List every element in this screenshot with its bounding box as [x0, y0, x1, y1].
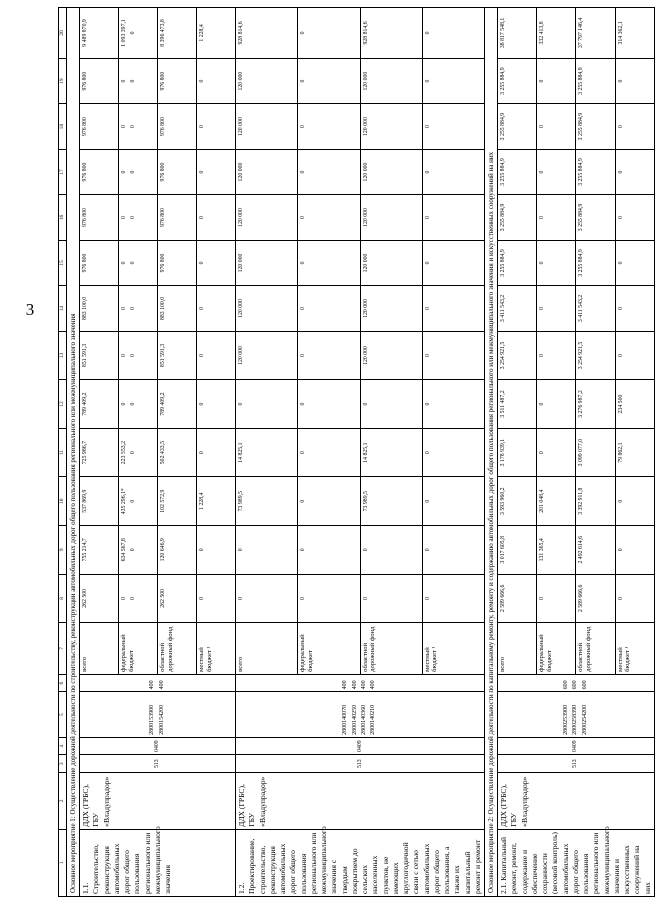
value-cell: 79 862,1	[615, 428, 654, 477]
value-cell: 2 492 614,6	[576, 525, 615, 574]
value-cell: 634 567,8 0	[119, 525, 158, 574]
value-cell: 2 589 666,6	[498, 574, 537, 623]
value-cell: 0	[197, 104, 236, 149]
value-cell: 0	[298, 477, 360, 526]
item-name: 1.2. Проектирование, строительство, реконструкция автомобильных дорог общего пользования регионального или межмуниципального значения с твердым покрытием до сельских населенных пунктов, не имеющих круглогодичной связи с сетью автомобильных дорог общего пользования, а также их капитальный ремонт и ремонт	[236, 829, 485, 896]
value-cell: 976 800	[80, 240, 119, 285]
value-cell: 120 000	[236, 104, 298, 149]
value-cell: 3 593 960,2	[498, 477, 537, 526]
vr-codes	[80, 674, 236, 692]
source-name: местный бюджет ¹	[422, 623, 484, 675]
value-cell: 0	[236, 380, 298, 429]
value-cell: 0	[615, 58, 654, 103]
value-cell: 8 396 473,8	[158, 8, 197, 59]
responsible: ДДХ (ГРБС), ГБУ «Владупрадор»	[236, 772, 485, 829]
value-cell: 0	[615, 286, 654, 331]
value-cell: 537 869,9	[80, 477, 119, 526]
value-cell: 0	[197, 195, 236, 240]
value-cell: 0 0	[119, 104, 158, 149]
value-cell: 0 0	[119, 195, 158, 240]
value-cell: 883 100,0	[80, 286, 119, 331]
value-cell: 0	[197, 331, 236, 380]
column-number: 2	[59, 772, 67, 829]
value-cell: 3 255 884,9	[576, 195, 615, 240]
value-cell: 120 000	[236, 195, 298, 240]
value-cell: 976 800	[158, 240, 197, 285]
value-cell: 0	[537, 574, 576, 623]
value-cell: 1 228,4	[197, 8, 236, 59]
value-cell: 3 255 884,9	[576, 240, 615, 285]
column-number-row	[59, 8, 67, 897]
value-cell: 0	[422, 104, 484, 149]
column-number: 11	[59, 428, 67, 477]
value-cell: 0	[298, 525, 360, 574]
value-cell: 37 797 146,4	[576, 8, 615, 59]
value-cell: 120 000	[360, 149, 422, 194]
value-cell: 102 572,9	[158, 477, 197, 526]
value-cell: 3 255 884,9	[576, 104, 615, 149]
vr-codes	[498, 674, 655, 692]
page-number: 3	[25, 300, 35, 319]
value-cell: 0	[298, 428, 360, 477]
budget-table	[58, 7, 655, 897]
csr-value: 2800140070 2800140250 2800140360 2800140210	[342, 704, 377, 735]
column-number: 12	[59, 380, 67, 429]
value-cell: 0	[298, 380, 360, 429]
value-cell: 0	[615, 195, 654, 240]
value-cell: 0	[537, 240, 576, 285]
value-cell: 0	[422, 8, 484, 59]
vr-codes	[236, 674, 485, 692]
source-name: всего	[498, 623, 537, 675]
column-number: 17	[59, 149, 67, 194]
value-cell: 0	[422, 380, 484, 429]
value-cell: 0	[298, 574, 360, 623]
column-number: 7	[59, 623, 67, 675]
value-cell: 73 989,5	[360, 477, 422, 526]
value-cell: 2 589 666,6	[576, 574, 615, 623]
value-cell: 0	[615, 149, 654, 194]
value-cell: 976 800	[80, 195, 119, 240]
column-number: 16	[59, 195, 67, 240]
column-number: 15	[59, 240, 67, 285]
value-cell: 0	[197, 380, 236, 429]
value-cell: 0	[298, 149, 360, 194]
value-cell: 3 255 884,9	[498, 195, 537, 240]
column-number: 9	[59, 525, 67, 574]
value-cell: 0	[615, 477, 654, 526]
value-cell: 3 255 884,9	[498, 58, 537, 103]
column-number: 20	[59, 8, 67, 59]
value-cell: 976 800	[80, 149, 119, 194]
column-number: 18	[59, 104, 67, 149]
value-cell: 0	[298, 195, 360, 240]
column-number: 8	[59, 574, 67, 623]
section-title: Основное мероприятие 1: Осуществление дорожной деятельности по строительству, реконструкции автомобильных дорог общего пользования регионального или межмуниципального значения	[67, 8, 80, 897]
grbs-value: 513	[154, 759, 161, 769]
source-name: федеральный бюджет	[537, 623, 576, 675]
value-cell: 928 814,6	[360, 8, 422, 59]
value-cell: 223 553,2 0	[119, 428, 158, 477]
value-cell: 262 500	[80, 574, 119, 623]
source-name: местный бюджет ¹	[615, 623, 654, 675]
value-cell: 0	[422, 331, 484, 380]
rz-value: 0409	[356, 740, 363, 752]
value-cell: 976 800	[80, 104, 119, 149]
value-cell: 3 255 884,9	[498, 149, 537, 194]
value-cell: 3 255 884,9	[498, 104, 537, 149]
value-cell: 0	[537, 104, 576, 149]
value-cell: 234 500	[615, 380, 654, 429]
value-cell: 0	[197, 286, 236, 331]
rz-code	[80, 737, 236, 755]
value-cell: 789 409,2	[80, 380, 119, 429]
source-name: областной дорожный фонд	[360, 623, 422, 675]
value-cell: 73 989,5	[236, 477, 298, 526]
value-cell: 0	[537, 286, 576, 331]
value-cell: 502 433,5	[158, 428, 197, 477]
value-cell: 120 000	[360, 286, 422, 331]
value-cell: 0	[197, 149, 236, 194]
value-cell: 0	[537, 58, 576, 103]
rz-value: 0409	[572, 740, 579, 752]
value-cell: 120 000	[236, 286, 298, 331]
grbs-code	[236, 755, 485, 773]
csr-value: 2800153900 2800154200	[149, 704, 165, 735]
value-cell: 0 0	[119, 58, 158, 103]
value-cell: 0	[422, 286, 484, 331]
value-cell: 262 500	[158, 574, 197, 623]
value-cell: 120 000	[360, 104, 422, 149]
value-cell: 0	[236, 525, 298, 574]
column-number: 3	[59, 755, 67, 773]
value-cell: 976 800	[158, 104, 197, 149]
value-cell: 0	[197, 58, 236, 103]
value-cell: 120 000	[360, 331, 422, 380]
value-cell: 120 000	[236, 240, 298, 285]
value-cell: 0	[422, 574, 484, 623]
value-cell: 3 392 911,8	[576, 477, 615, 526]
value-cell: 3 411 543,2	[576, 286, 615, 331]
value-cell: 131 365,4	[537, 525, 576, 574]
value-cell: 0 0	[119, 331, 158, 380]
column-number: 19	[59, 58, 67, 103]
value-cell: 0	[422, 149, 484, 194]
csr-codes	[498, 692, 655, 737]
value-cell: 0	[537, 149, 576, 194]
value-cell: 755 214,7	[80, 525, 119, 574]
csr-codes	[80, 692, 236, 737]
value-cell: 0	[615, 525, 654, 574]
value-cell: 0	[197, 240, 236, 285]
vr-value: 600 600 600	[563, 680, 588, 690]
value-cell: 0	[298, 286, 360, 331]
value-cell: 0	[298, 8, 360, 59]
value-cell: 976 800	[158, 195, 197, 240]
value-cell: 0	[197, 574, 236, 623]
column-number: 10	[59, 477, 67, 526]
rz-value: 0409	[154, 740, 161, 752]
vr-value: 400 400 400 400	[342, 680, 377, 690]
section-title: Основное мероприятие 2: Осуществление дорожной деятельности по капитальному ремонту, ремонту и содержанию автомобильных дорог общего пользования регионального или межмуниципального значения и искусственных сооружений на них	[485, 8, 498, 897]
source-name: областной дорожный фонд	[158, 623, 197, 675]
value-cell: 976 800	[80, 58, 119, 103]
value-cell: 0	[537, 331, 576, 380]
value-cell: 3 255 884,9	[576, 149, 615, 194]
value-cell: 0	[422, 525, 484, 574]
value-cell: 1 093 397,1 0	[119, 8, 158, 59]
value-cell: 3 178 939,1	[498, 428, 537, 477]
value-cell: 120 000	[360, 195, 422, 240]
value-cell: 3 276 987,2	[576, 380, 615, 429]
value-cell: 0	[236, 574, 298, 623]
value-cell: 0	[537, 428, 576, 477]
table-row	[80, 8, 119, 897]
section-row	[67, 8, 80, 897]
value-cell: 883 100,0	[158, 286, 197, 331]
value-cell: 314 362,1	[615, 8, 654, 59]
column-number: 1	[59, 829, 67, 896]
value-cell: 3 255 884,9	[576, 58, 615, 103]
value-cell: 0 0	[119, 240, 158, 285]
value-cell: 789 409,2	[158, 380, 197, 429]
source-name: всего	[236, 623, 298, 675]
value-cell: 0 0	[119, 574, 158, 623]
table-row	[498, 8, 537, 897]
value-cell: 14 825,1	[360, 428, 422, 477]
value-cell: 0	[422, 240, 484, 285]
column-number: 13	[59, 331, 67, 380]
value-cell: 0	[422, 58, 484, 103]
value-cell: 0 0	[119, 149, 158, 194]
column-number: 14	[59, 286, 67, 331]
value-cell: 0	[197, 525, 236, 574]
value-cell: 928 814,6	[236, 8, 298, 59]
source-name: федеральный бюджет	[298, 623, 360, 675]
table-row	[236, 8, 298, 897]
source-name: местный бюджет ¹	[197, 623, 236, 675]
value-cell: 38 817 548,1	[498, 8, 537, 59]
value-cell: 3 254 921,5	[498, 331, 537, 380]
value-cell: 120 000	[360, 58, 422, 103]
value-cell: 3 511 487,2	[498, 380, 537, 429]
value-cell: 3 255 884,9	[498, 240, 537, 285]
value-cell: 0	[298, 331, 360, 380]
value-cell: 3 254 921,5	[576, 331, 615, 380]
value-cell: 725 986,7	[80, 428, 119, 477]
column-number: 6	[59, 674, 67, 692]
value-cell: 9 489 870,9	[80, 8, 119, 59]
value-cell: 0	[422, 477, 484, 526]
value-cell: 120 000	[236, 58, 298, 103]
grbs-value: 513	[356, 759, 363, 769]
responsible: ДДХ (ГРБС), ГБУ «Владупрадор»	[498, 772, 655, 829]
column-number: 5	[59, 692, 67, 737]
responsible: ДДХ (ГРБС), ГБУ «Владупрадор»	[80, 772, 236, 829]
value-cell: 0	[197, 428, 236, 477]
value-cell: 3 017 605,8	[498, 525, 537, 574]
item-name: 1.1. Строительство, реконструкция автомобильных дорог общего пользования регионального или межмуниципального значения	[80, 829, 236, 896]
value-cell: 0	[298, 104, 360, 149]
value-cell: 0	[422, 195, 484, 240]
value-cell: 0	[298, 240, 360, 285]
csr-value: 2800253900 2800258390 2800254200	[563, 704, 588, 735]
value-cell: 435 296,1* 0	[119, 477, 158, 526]
value-cell: 851 591,3	[80, 331, 119, 380]
value-cell: 0	[422, 428, 484, 477]
section-row	[485, 8, 498, 897]
csr-codes	[236, 692, 485, 737]
rz-code	[236, 737, 485, 755]
value-cell: 0 0	[119, 286, 158, 331]
value-cell: 0	[360, 574, 422, 623]
value-cell: 0	[615, 104, 654, 149]
source-name: областной дорожный фонд	[576, 623, 615, 675]
value-cell: 0	[615, 574, 654, 623]
value-cell: 976 800	[158, 58, 197, 103]
column-number: 4	[59, 737, 67, 755]
source-name: всего	[80, 623, 119, 675]
value-cell: 3 099 077,0	[576, 428, 615, 477]
value-cell: 0 0	[119, 380, 158, 429]
value-cell: 0	[298, 58, 360, 103]
value-cell: 120 646,9	[158, 525, 197, 574]
value-cell: 0	[615, 331, 654, 380]
value-cell: 976 800	[158, 149, 197, 194]
grbs-value: 513	[572, 759, 579, 769]
value-cell: 851 591,3	[158, 331, 197, 380]
value-cell: 14 825,1	[236, 428, 298, 477]
value-cell: 120 000	[360, 240, 422, 285]
value-cell: 0	[360, 525, 422, 574]
budget-table-page	[58, 7, 652, 897]
value-cell: 0	[615, 240, 654, 285]
value-cell: 3 411 543,2	[498, 286, 537, 331]
grbs-code	[498, 755, 655, 773]
value-cell: 0	[537, 380, 576, 429]
item-name: 2.1. Капитальный ремонт, ремонт, содержание и обеспечение сохранности (весовой контроль) автомобильных дорог общего пользования регионального или межмуниципального значения и искусственных сооружений на них	[498, 829, 655, 896]
grbs-code	[80, 755, 236, 773]
vr-value: 400 400	[149, 680, 165, 690]
value-cell: 1 228,4	[197, 477, 236, 526]
value-cell: 0	[537, 195, 576, 240]
source-name: федеральный бюджет	[119, 623, 158, 675]
value-cell: 332 413,8	[537, 8, 576, 59]
value-cell: 120 000	[236, 149, 298, 194]
value-cell: 201 048,4	[537, 477, 576, 526]
rz-code	[498, 737, 655, 755]
value-cell: 0	[360, 380, 422, 429]
value-cell: 120 000	[236, 331, 298, 380]
